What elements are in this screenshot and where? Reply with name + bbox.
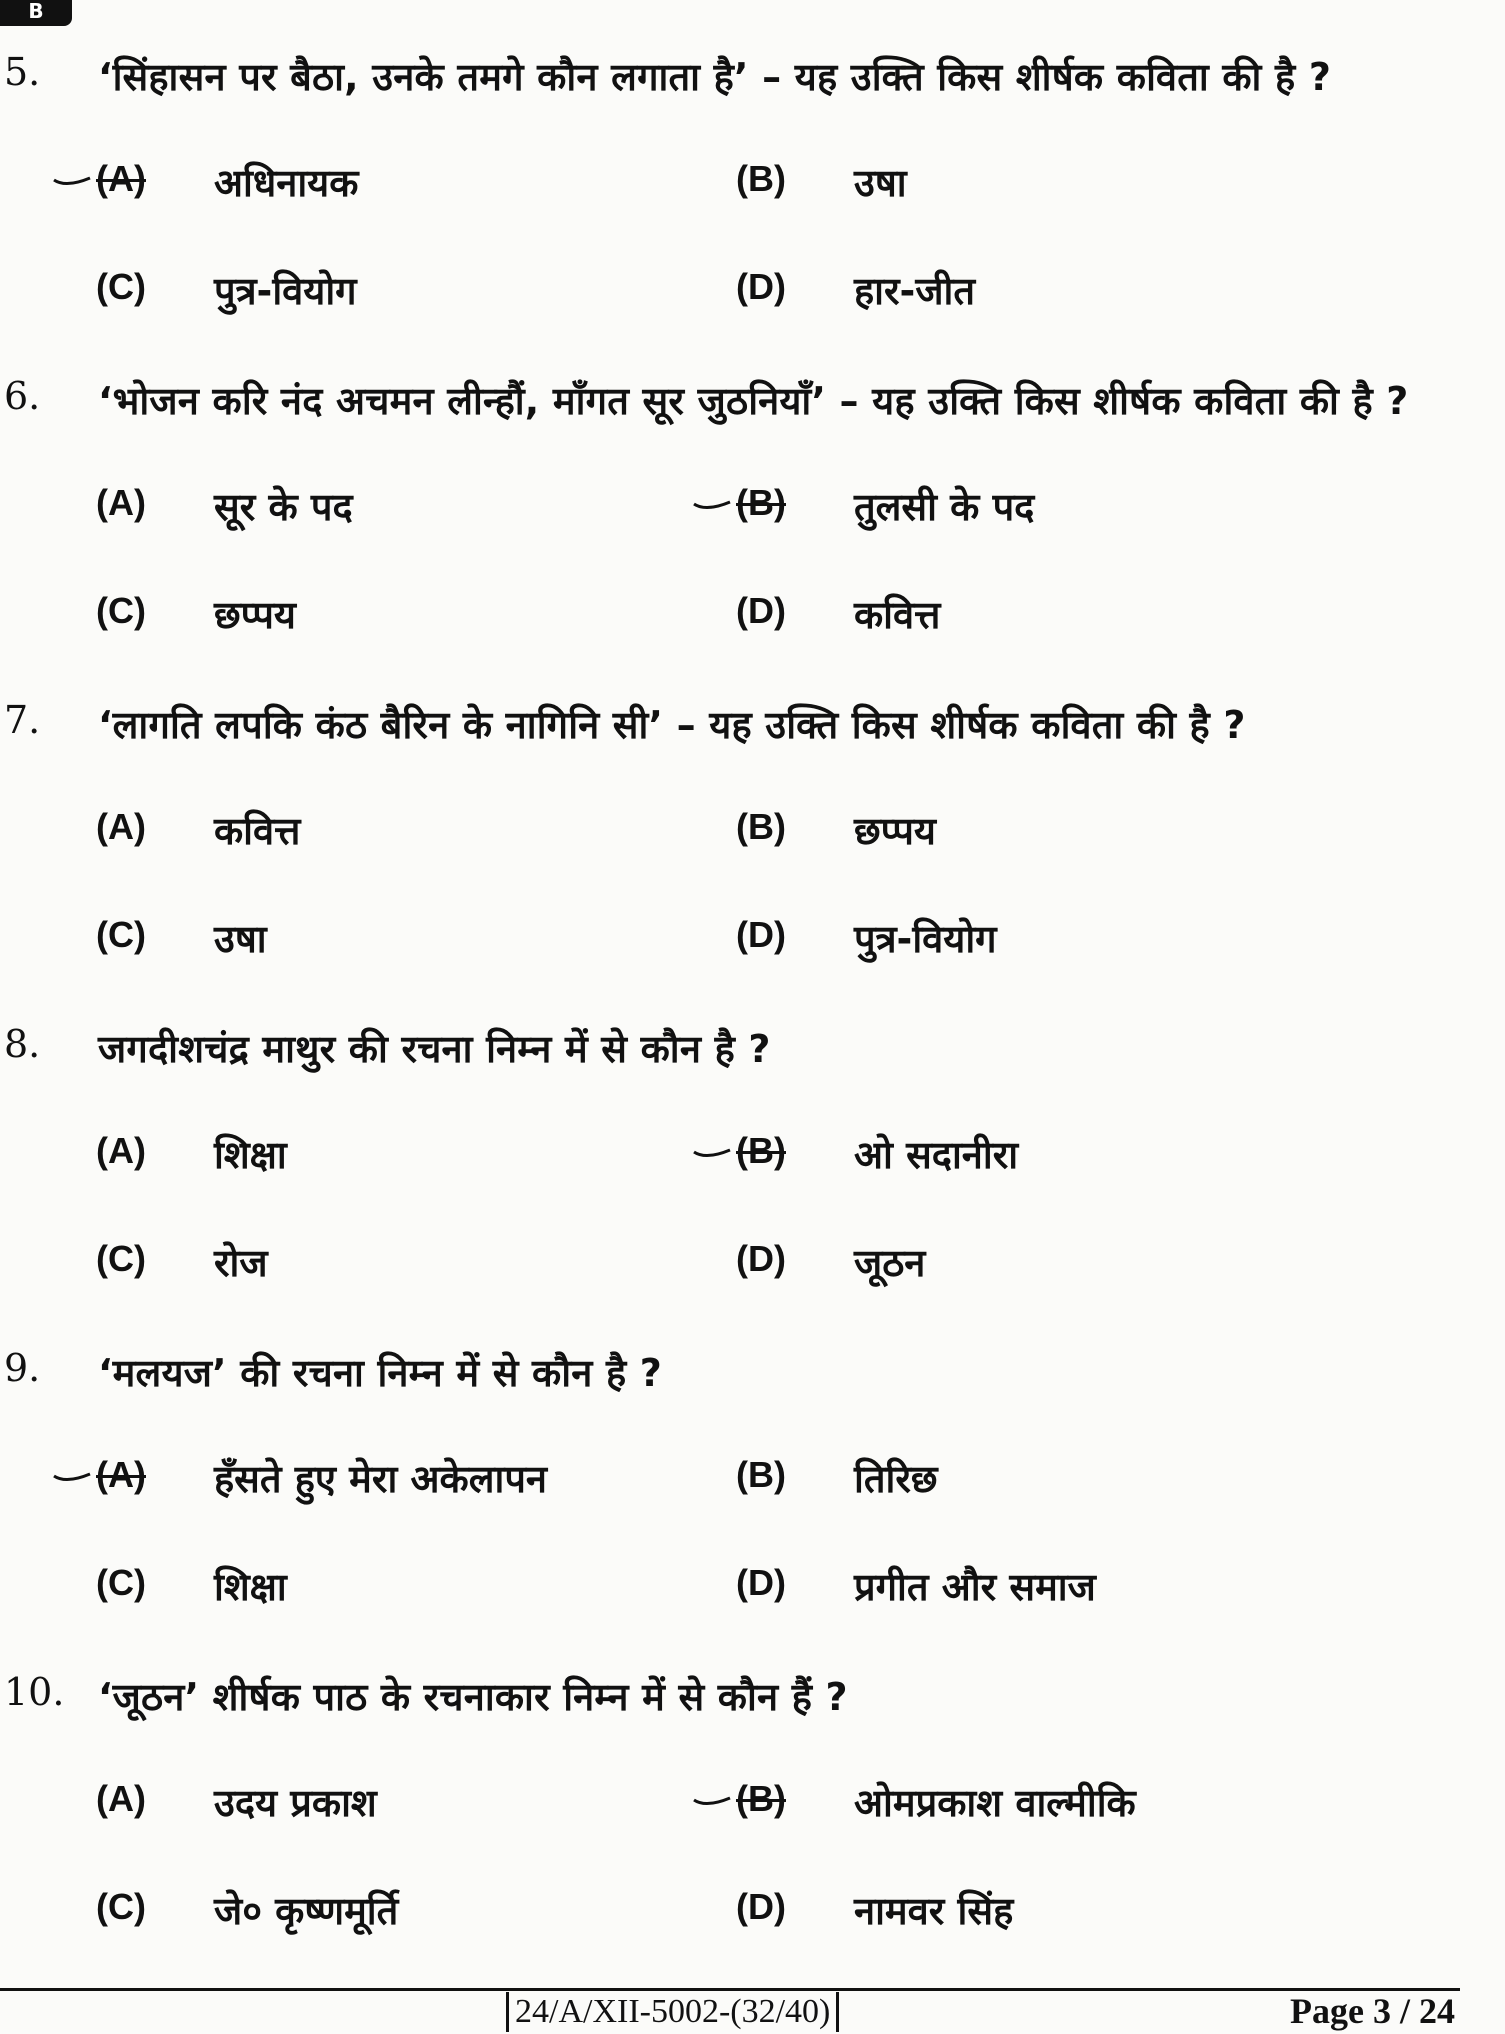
option-label: (B) bbox=[736, 158, 786, 199]
option-text: जे० कृष्णमूर्ति bbox=[214, 1889, 399, 1933]
pen-tick-icon bbox=[52, 170, 92, 190]
option-text: प्रगीत और समाज bbox=[854, 1565, 1096, 1609]
question-block bbox=[0, 1346, 1505, 1676]
answer-option[interactable] bbox=[96, 266, 696, 326]
option-text: अधिनायक bbox=[214, 161, 359, 205]
answer-option[interactable] bbox=[736, 914, 1336, 974]
answer-option[interactable] bbox=[736, 1130, 1336, 1190]
paper-code: 24/A/XII-5002-(32/40) bbox=[506, 1992, 839, 2032]
option-text: कवित्त bbox=[214, 809, 301, 853]
pen-tick-icon bbox=[692, 1790, 732, 1810]
answer-option[interactable] bbox=[736, 1886, 1336, 1946]
option-label: (B) bbox=[736, 806, 786, 847]
option-text: ओ सदानीरा bbox=[854, 1133, 1019, 1177]
option-text: कवित्त bbox=[854, 593, 941, 637]
question-block bbox=[0, 1022, 1505, 1352]
option-text: उषा bbox=[214, 917, 267, 961]
option-label: (D) bbox=[736, 266, 786, 307]
answer-option[interactable] bbox=[96, 590, 696, 650]
question-text: ‘मलयज’ की रचना निम्न में से कौन है ? bbox=[98, 1351, 663, 1395]
option-label: (C) bbox=[96, 914, 146, 955]
answer-option[interactable] bbox=[736, 1454, 1336, 1514]
answer-option[interactable] bbox=[96, 1778, 696, 1838]
option-label: (D) bbox=[736, 1886, 786, 1927]
option-text: सूर के पद bbox=[214, 485, 353, 529]
option-label: (D) bbox=[736, 1238, 786, 1279]
option-text: तिरिछ bbox=[854, 1457, 938, 1501]
option-label: (B) bbox=[736, 482, 786, 523]
option-text: पुत्र-वियोग bbox=[854, 917, 997, 961]
answer-option[interactable] bbox=[736, 266, 1336, 326]
pen-tick-icon bbox=[52, 1466, 92, 1486]
option-label: (D) bbox=[736, 914, 786, 955]
question-number: 7. bbox=[4, 698, 41, 742]
option-label: (D) bbox=[736, 1562, 786, 1603]
question-number: 10. bbox=[4, 1670, 65, 1714]
answer-option[interactable] bbox=[736, 1562, 1336, 1622]
question-text: ‘जूठन’ शीर्षक पाठ के रचनाकार निम्न में से कौन हैं ? bbox=[98, 1675, 848, 1719]
option-label: (B) bbox=[736, 1454, 786, 1495]
answer-option[interactable] bbox=[736, 1238, 1336, 1298]
question-text: ‘भोजन करि नंद अचमन लीन्हौं, माँगत सूर जुठनियाँ’ – यह उक्ति किस शीर्षक कविता की है ? bbox=[98, 379, 1409, 423]
answer-option[interactable] bbox=[96, 158, 696, 218]
option-text: शिक्षा bbox=[214, 1565, 287, 1609]
option-text: ओमप्रकाश वाल्मीकि bbox=[854, 1781, 1136, 1825]
answer-option[interactable] bbox=[96, 1130, 696, 1190]
option-label: (B) bbox=[736, 1778, 786, 1819]
answer-option[interactable] bbox=[96, 914, 696, 974]
option-label: (B) bbox=[736, 1130, 786, 1171]
pen-tick-icon bbox=[692, 1142, 732, 1162]
option-label: (C) bbox=[96, 590, 146, 631]
answer-option[interactable] bbox=[96, 1562, 696, 1622]
question-number: 9. bbox=[4, 1346, 41, 1390]
option-text: हार-जीत bbox=[854, 269, 976, 313]
answer-option[interactable] bbox=[96, 1238, 696, 1298]
option-label: (C) bbox=[96, 1238, 146, 1279]
option-label: (C) bbox=[96, 1886, 146, 1927]
question-block bbox=[0, 374, 1505, 704]
question-block bbox=[0, 1670, 1505, 2000]
option-text: जूठन bbox=[854, 1241, 926, 1285]
option-label: (C) bbox=[96, 266, 146, 307]
footer-rule bbox=[0, 1988, 1460, 1991]
question-text: ‘सिंहासन पर बैठा, उनके तमगे कौन लगाता है’ – यह उक्ति किस शीर्षक कविता की है ? bbox=[98, 55, 1332, 99]
pen-tick-icon bbox=[692, 494, 732, 514]
answer-option[interactable] bbox=[96, 1454, 696, 1514]
option-label: (A) bbox=[96, 806, 146, 847]
question-block bbox=[0, 698, 1505, 1028]
answer-option[interactable] bbox=[736, 1778, 1336, 1838]
answer-option[interactable] bbox=[736, 482, 1336, 542]
answer-option[interactable] bbox=[96, 482, 696, 542]
option-text: तुलसी के पद bbox=[854, 485, 1035, 529]
set-badge: B bbox=[0, 0, 72, 26]
option-text: उषा bbox=[854, 161, 907, 205]
option-text: छप्पय bbox=[854, 809, 936, 853]
answer-option[interactable] bbox=[736, 806, 1336, 866]
question-number: 5. bbox=[4, 50, 41, 94]
question-block bbox=[0, 50, 1505, 380]
option-text: नामवर सिंह bbox=[854, 1889, 1014, 1933]
option-label: (C) bbox=[96, 1562, 146, 1603]
option-text: रोज bbox=[214, 1241, 268, 1285]
option-label: (A) bbox=[96, 1130, 146, 1171]
option-label: (A) bbox=[96, 158, 146, 199]
option-label: (A) bbox=[96, 1778, 146, 1819]
answer-option[interactable] bbox=[96, 1886, 696, 1946]
option-text: शिक्षा bbox=[214, 1133, 287, 1177]
answer-option[interactable] bbox=[736, 158, 1336, 218]
question-text: ‘लागति लपकि कंठ बैरिन के नागिनि सी’ – यह उक्ति किस शीर्षक कविता की है ? bbox=[98, 703, 1246, 747]
question-number: 8. bbox=[4, 1022, 41, 1066]
option-text: हँसते हुए मेरा अकेलापन bbox=[214, 1457, 548, 1501]
answer-option[interactable] bbox=[96, 806, 696, 866]
option-text: उदय प्रकाश bbox=[214, 1781, 377, 1825]
question-text: जगदीशचंद्र माथुर की रचना निम्न में से कौन है ? bbox=[98, 1027, 771, 1071]
option-text: पुत्र-वियोग bbox=[214, 269, 357, 313]
page-number: Page 3 / 24 bbox=[1290, 1991, 1455, 2031]
question-number: 6. bbox=[4, 374, 41, 418]
option-text: छप्पय bbox=[214, 593, 296, 637]
answer-option[interactable] bbox=[736, 590, 1336, 650]
option-label: (A) bbox=[96, 1454, 146, 1495]
option-label: (A) bbox=[96, 482, 146, 523]
option-label: (D) bbox=[736, 590, 786, 631]
